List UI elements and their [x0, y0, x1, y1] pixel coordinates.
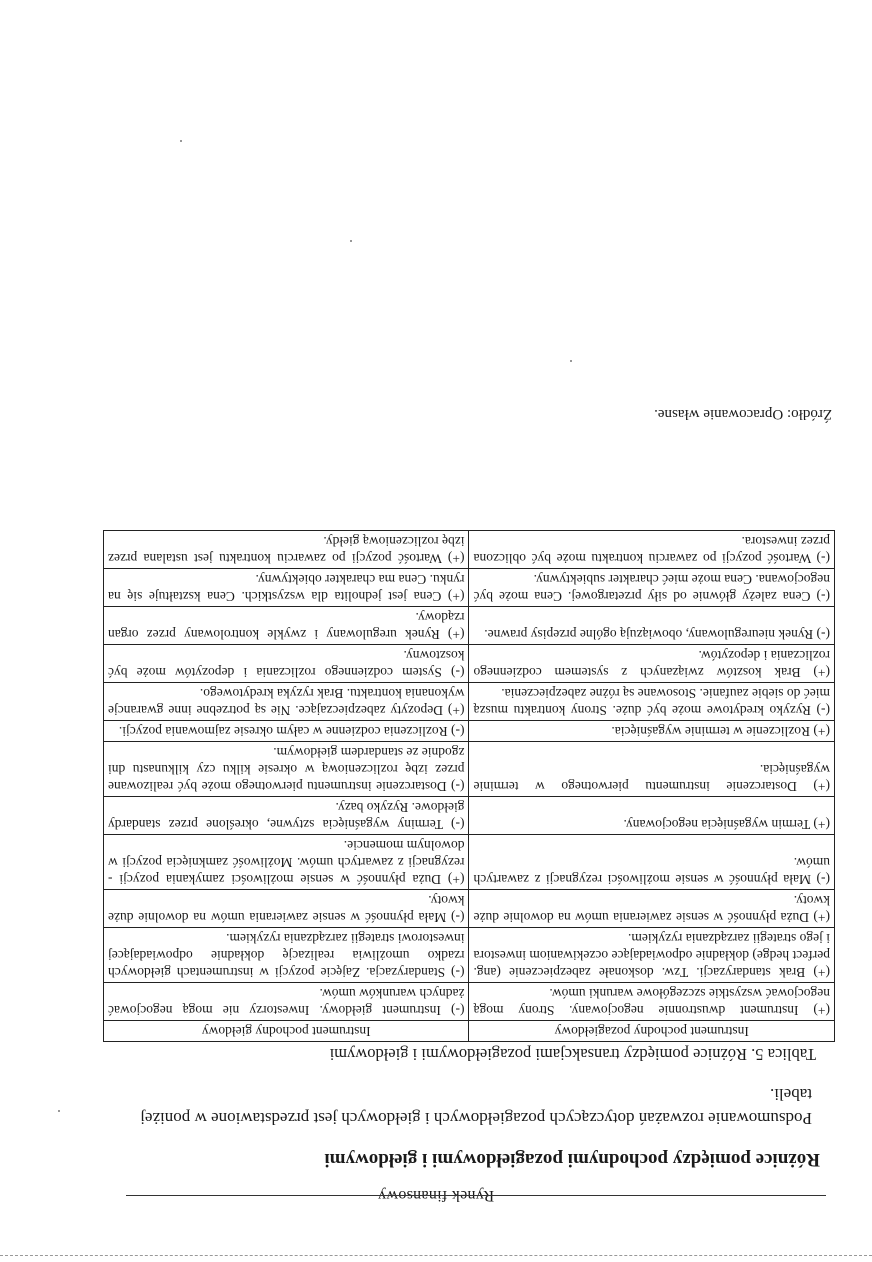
table-cell-exchange: (-) System codziennego rozliczania i depozytów może być kosztowny.	[104, 645, 470, 683]
table-row	[104, 742, 835, 797]
table-row	[104, 983, 835, 1021]
table-row	[104, 683, 835, 721]
table-cell-otc: (-) Ryzyko kredytowe może być duże. Strony kontraktu muszą mieć do siebie zaufanie. Stosowane są różne zabezpieczenia.	[469, 683, 835, 721]
table-cell-exchange: (-) Dostarczenie instrumentu pierwotnego może być realizowane przez izbę rozliczeniową w okresie kilku czy kilkunastu dni zgodnie ze standardem giełdowym.	[104, 742, 470, 797]
table-row	[104, 797, 835, 835]
table-cell-exchange: (-) Mała płynność w sensie zawierania umów na dowolnie duże kwoty.	[104, 890, 470, 928]
section-heading: Różnice pomiędzy pochodnymi pozagiełdowymi i giełdowymi	[324, 1149, 820, 1170]
table-cell-otc: (-) Rynek nieuregulowany, obowiązują ogólne przepisy prawne.	[469, 607, 835, 645]
scan-speck	[350, 240, 352, 242]
table-cell-otc: (+) Brak standaryzacji. Tzw. doskonałe zabezpieczenie (ang. perfect hedge) dokładnie odpowiadające oczekiwaniom inwestora i jego strategii zarządzania ryzykiem.	[469, 928, 835, 983]
table-cell-otc: (+) Duża płynność w sensie zawierania umów na dowolnie duże kwoty.	[469, 890, 835, 928]
table-row	[104, 890, 835, 928]
table-header-row	[104, 1021, 835, 1042]
table-cell-exchange: (-) Rozliczenia codzienne w całym okresie zajmowania pozycji.	[104, 721, 470, 742]
scan-edge-artifact	[0, 1255, 872, 1256]
table-cell-otc: (+) Instrument dwustronnie negocjowany. Strony mogą negocjować wszystkie szczegółowe warunki umów.	[469, 983, 835, 1021]
column-header-exchange: Instrument pochodny giełdowy	[104, 1021, 470, 1042]
intro-paragraph: Podsumowanie rozważań dotyczących pozagiełdowych i giełdowych jest przedstawione w poniżej tabeli.	[140, 1085, 812, 1128]
table-cell-otc: (-) Mała płynność w sensie możliwości rezygnacji z zawartych umów.	[469, 835, 835, 890]
scan-speck	[180, 140, 182, 142]
table-row	[104, 645, 835, 683]
table-row	[104, 835, 835, 890]
scan-speck	[570, 360, 572, 362]
running-header: Rynek finansowy	[377, 1187, 495, 1204]
scan-speck	[58, 1110, 60, 1112]
table-cell-otc: (+) Rozliczenie w terminie wygaśnięcia.	[469, 721, 835, 742]
table-row	[104, 531, 835, 569]
table-cell-exchange: (-) Standaryzacja. Zajęcie pozycji w instrumentach giełdowych rzadko umożliwia realizację dokładnie odpowiadającej inwestorowi strategii zarządzania ryzykiem.	[104, 928, 470, 983]
table-cell-exchange: (+) Rynek uregulowany i zwykle kontrolowany przez organ rządowy.	[104, 607, 470, 645]
table-source-note: Źródło: Opracowanie własne.	[654, 406, 832, 422]
table-cell-exchange: (-) Terminy wygaśnięcia sztywne, określone przez standardy giełdowe. Ryzyko bazy.	[104, 797, 470, 835]
table-cell-exchange: (+) Duża płynność w sensie możliwości zamykania pozycji - rezygnacji z zawartych umów. Możliwość zamknięcia pozycji w dowolnym momencie.	[104, 835, 470, 890]
table-cell-exchange: (+) Depozyty zabezpieczające. Nie są potrzebne inne gwarancje wykonania kontraktu. Brak ryzyka kredytowego.	[104, 683, 470, 721]
table-caption: Tablica 5. Różnice pomiędzy transakcjami pozagiełdowymi i giełdowymi	[329, 1045, 816, 1064]
table-cell-exchange: (-) Instrument giełdowy. Inwestorzy nie mogą negocjować żadnych warunków umów.	[104, 983, 470, 1021]
table-row	[104, 721, 835, 742]
table-row	[104, 607, 835, 645]
table-cell-exchange: (+) Cena jest jednolita dla wszystkich. Cena kształtuje się na rynku. Cena ma charakter obiektywny.	[104, 569, 470, 607]
table-row	[104, 928, 835, 983]
column-header-otc: Instrument pochodny pozagiełdowy	[469, 1021, 835, 1042]
table-cell-otc: (+) Dostarczenie instrumentu pierwotnego w terminie wygaśnięcia.	[469, 742, 835, 797]
table-cell-otc: (+) Termin wygaśnięcia negocjowany.	[469, 797, 835, 835]
table-cell-otc: (+) Brak kosztów związanych z systemem codziennego rozliczania i depozytów.	[469, 645, 835, 683]
table-row	[104, 569, 835, 607]
table-cell-otc: (-) Cena zależy głównie od siły przetargowej. Cena może być negocjowana. Cena może mieć charakter subiektywny.	[469, 569, 835, 607]
table-cell-otc: (-) Wartość pozycji po zawarciu kontraktu może być obliczona przez inwestora.	[469, 531, 835, 569]
comparison-table	[103, 530, 835, 1042]
table-cell-exchange: (+) Wartość pozycji po zawarciu kontraktu jest ustalana przez izbę rozliczeniową giełdy.	[104, 531, 470, 569]
header-divider	[126, 1195, 826, 1196]
